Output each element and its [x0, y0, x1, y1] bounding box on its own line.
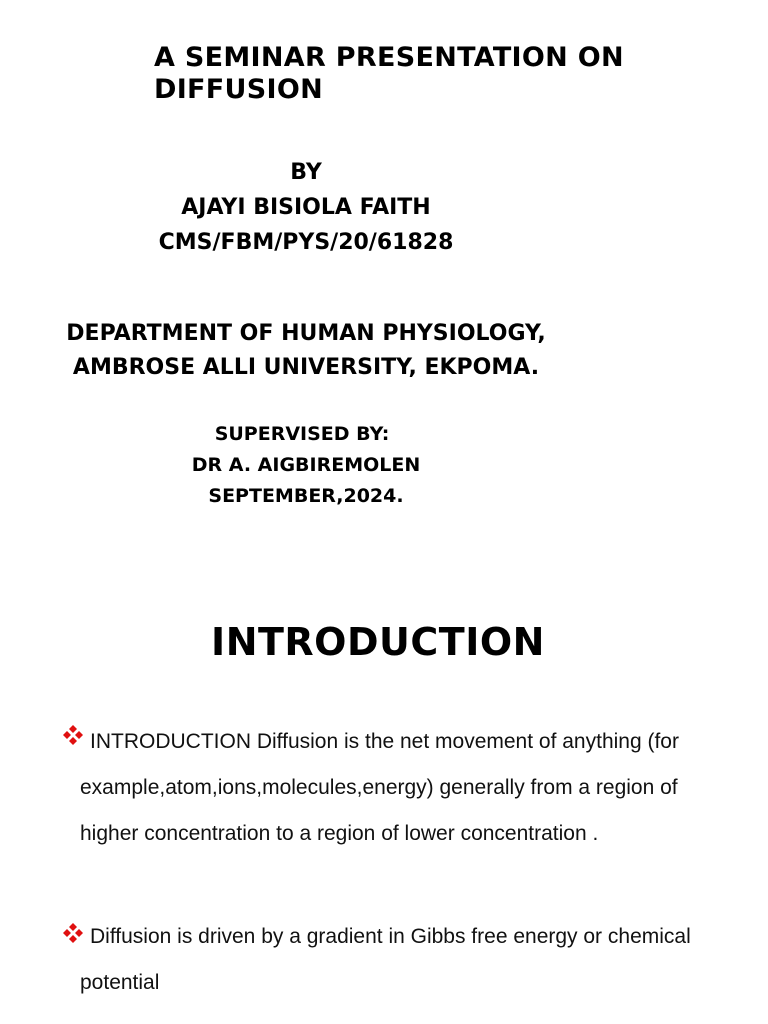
department-name: DEPARTMENT OF HUMAN PHYSIOLOGY, [66, 321, 546, 346]
supervised-by-label: SUPERVISED BY: [214, 423, 390, 445]
university-name: AMBROSE ALLI UNIVERSITY, EKPOMA. [72, 355, 540, 380]
author-name: AJAYI BISIOLA FAITH [181, 195, 431, 220]
introduction-heading: INTRODUCTION [211, 620, 545, 664]
matric-number: CMS/FBM/PYS/20/61828 [158, 230, 454, 255]
supervisor-name: DR A. AIGBIREMOLEN [191, 454, 421, 476]
presentation-title: A SEMINAR PRESENTATION ON DIFFUSION [154, 42, 624, 105]
intro-bullet-2: Diffusion is driven by a gradient in Gibbs free energy or chemical potential [80, 925, 691, 994]
intro-bullet-1: INTRODUCTION Diffusion is the net movement of anything (for example,atom,ions,molecules,energy) generally from a region of higher concentration to a region of lower concentration . [80, 730, 679, 845]
presentation-date: SEPTEMBER,2024. [208, 485, 404, 507]
by-label: BY [290, 160, 322, 185]
